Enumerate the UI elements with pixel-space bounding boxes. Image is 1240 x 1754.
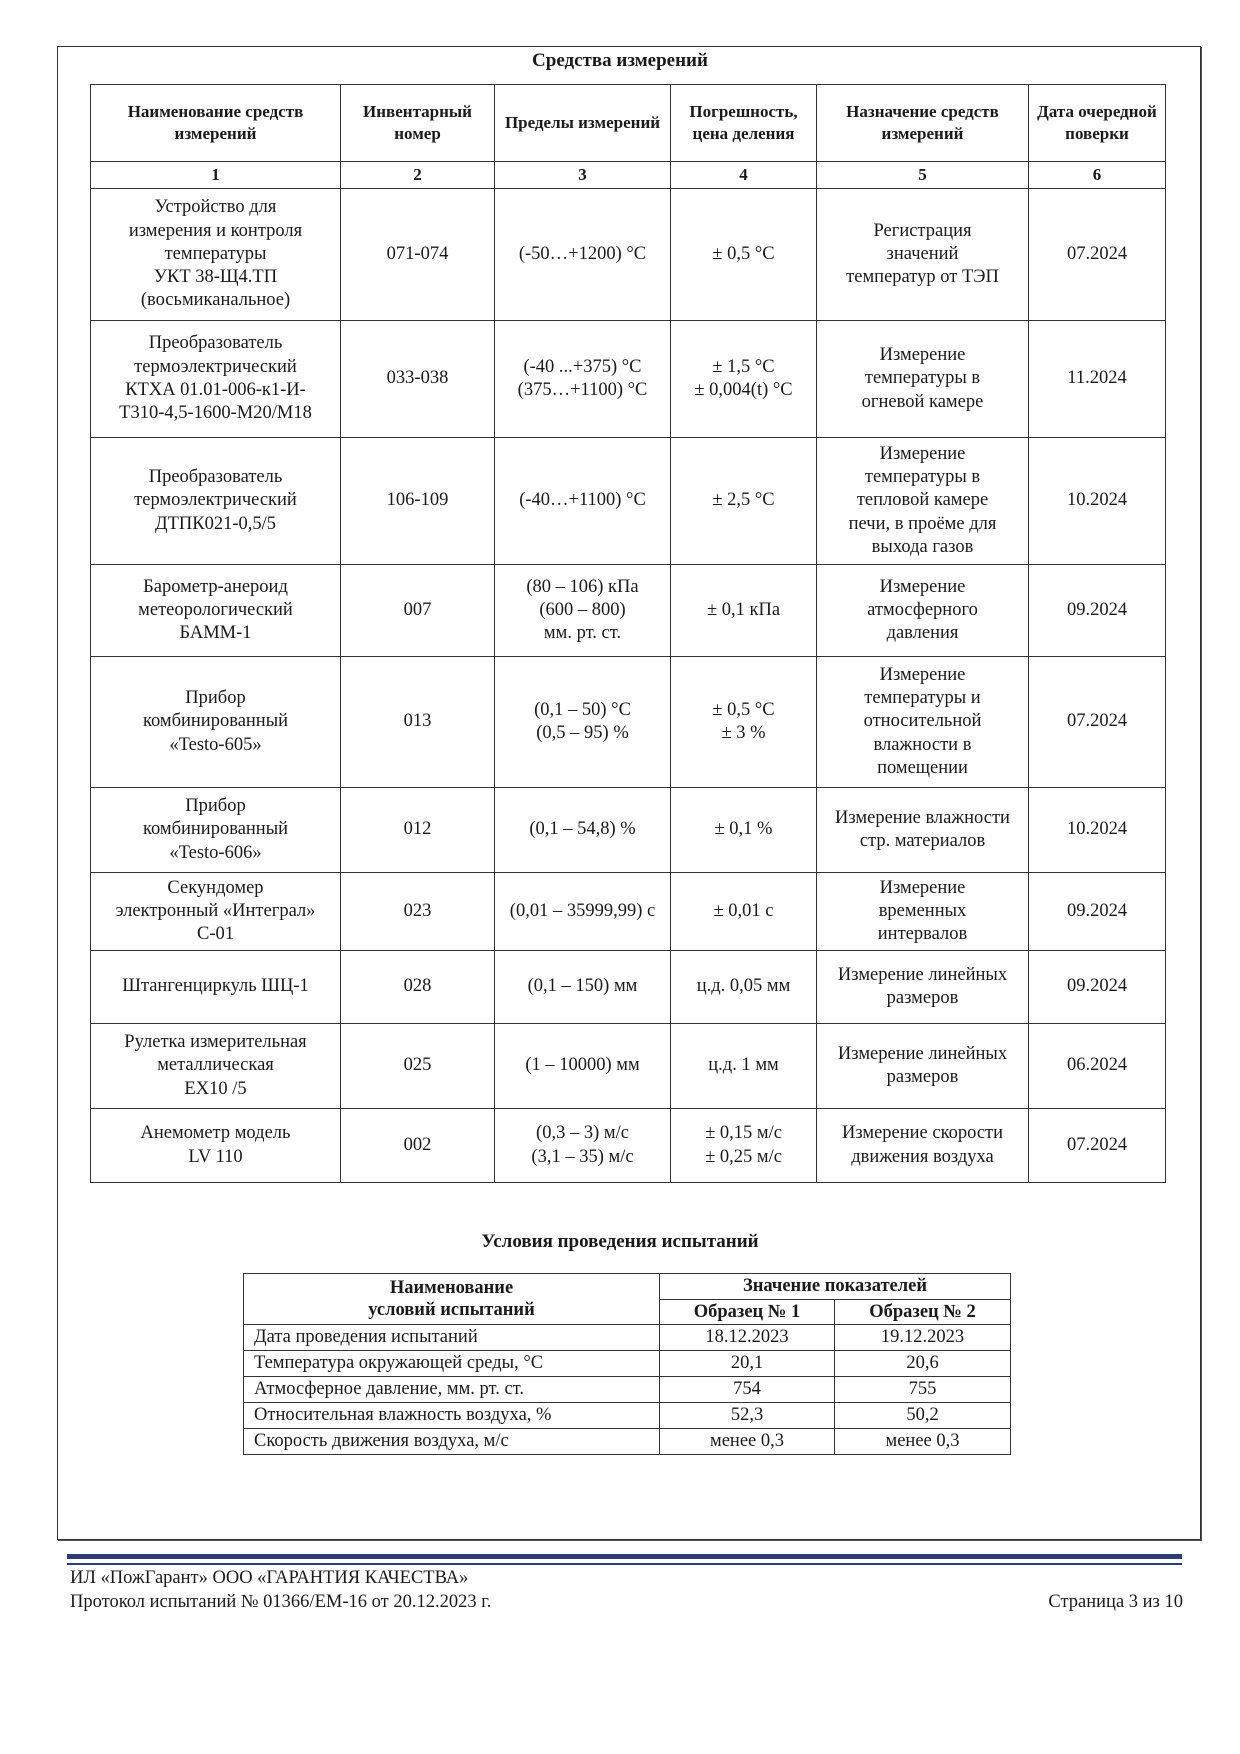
instrument-range-cell: (0,1 – 150) мм: [495, 951, 671, 1024]
instrument-date-cell: 09.2024: [1029, 951, 1166, 1024]
instrument-error-cell: ± 0,1 %: [671, 788, 817, 873]
instrument-inv-cell: 106-109: [341, 438, 495, 565]
instrument-error-cell: ± 0,1 кПа: [671, 565, 817, 657]
instrument-name-cell: Устройство для измерения и контроля температуры УКТ 38-Щ4.ТП (восьмиканальное): [91, 189, 341, 321]
instrument-error-cell: ± 0,15 м/с ± 0,25 м/с: [671, 1109, 817, 1183]
instrument-range-cell: (-50…+1200) °С: [495, 189, 671, 321]
instruments-header-row: [91, 85, 1166, 162]
footer-left: [70, 1566, 491, 1614]
condition-s1-cell: 20,1: [660, 1351, 835, 1377]
condition-name-cell: Относительная влажность воздуха, %: [244, 1403, 660, 1429]
condition-name-cell: Температура окружающей среды, °С: [244, 1351, 660, 1377]
instrument-range-cell: (0,1 – 54,8) %: [495, 788, 671, 873]
header-cell: Назначение средств измерений: [817, 85, 1029, 162]
instrument-inv-cell: 025: [341, 1024, 495, 1109]
instrument-inv-cell: 033-038: [341, 321, 495, 438]
instrument-row: [91, 321, 1166, 438]
footer-protocol: Протокол испытаний № 01366/ЕМ-16 от 20.12.2023 г.: [70, 1592, 492, 1612]
instrument-date-cell: 07.2024: [1029, 189, 1166, 321]
instruments-title: Средства измерений: [532, 50, 708, 71]
instrument-inv-cell: 071-074: [341, 189, 495, 321]
instrument-purpose-cell: Измерение линейных размеров: [817, 1024, 1029, 1109]
instrument-purpose-cell: Измерение линейных размеров: [817, 951, 1029, 1024]
instrument-purpose-cell: Измерение атмосферного давления: [817, 565, 1029, 657]
instrument-date-cell: 07.2024: [1029, 1109, 1166, 1183]
condition-s2-cell: менее 0,3: [835, 1429, 1011, 1455]
instrument-date-cell: 07.2024: [1029, 657, 1166, 788]
instrument-error-cell: ± 2,5 °С: [671, 438, 817, 565]
instrument-date-cell: 10.2024: [1029, 788, 1166, 873]
instrument-row: [91, 873, 1166, 951]
footer-org: ИЛ «ПожГарант» ООО «ГАРАНТИЯ КАЧЕСТВА»: [70, 1568, 469, 1588]
instrument-range-cell: (0,3 – 3) м/с (3,1 – 35) м/с: [495, 1109, 671, 1183]
condition-s2-cell: 20,6: [835, 1351, 1011, 1377]
instrument-range-cell: (-40…+1100) °С: [495, 438, 671, 565]
header-cell: Наименование средств измерений: [91, 85, 341, 162]
instrument-name-cell: Барометр-анероид метеорологический БАММ-1: [91, 565, 341, 657]
instrument-range-cell: (1 – 10000) мм: [495, 1024, 671, 1109]
instrument-row: [91, 189, 1166, 321]
header-cell: Инвентарный номер: [341, 85, 495, 162]
instrument-row: [91, 565, 1166, 657]
instrument-name-cell: Прибор комбинированный «Testo-606»: [91, 788, 341, 873]
instrument-name-cell: Преобразователь термоэлектрический ДТПК021-0,5/5: [91, 438, 341, 565]
instrument-name-cell: Преобразователь термоэлектрический КТХА 01.01-006-к1-И- Т310-4,5-1600-М20/М18: [91, 321, 341, 438]
instrument-inv-cell: 007: [341, 565, 495, 657]
header-cell: Пределы измерений: [495, 85, 671, 162]
condition-row: [244, 1325, 1011, 1351]
instrument-row: [91, 1109, 1166, 1183]
instrument-date-cell: 06.2024: [1029, 1024, 1166, 1109]
instrument-date-cell: 09.2024: [1029, 565, 1166, 657]
footer-rule-thick: [67, 1554, 1182, 1559]
instrument-purpose-cell: Измерение влажности стр. материалов: [817, 788, 1029, 873]
instrument-purpose-cell: Измерение скорости движения воздуха: [817, 1109, 1029, 1183]
instrument-range-cell: (-40 ...+375) °С (375…+1100) °С: [495, 321, 671, 438]
condition-s2-cell: 19.12.2023: [835, 1325, 1011, 1351]
condition-name-cell: Дата проведения испытаний: [244, 1325, 660, 1351]
instrument-error-cell: ± 0,5 °С ± 3 %: [671, 657, 817, 788]
instrument-error-cell: ± 0,5 °С: [671, 189, 817, 321]
instrument-row: [91, 438, 1166, 565]
instrument-name-cell: Секундомер электронный «Интеграл» С-01: [91, 873, 341, 951]
instrument-date-cell: 11.2024: [1029, 321, 1166, 438]
column-number: 3: [495, 162, 671, 189]
instrument-error-cell: ц.д. 0,05 мм: [671, 951, 817, 1024]
sample-1-header: Образец № 1: [660, 1300, 835, 1325]
instrument-row: [91, 788, 1166, 873]
instrument-name-cell: Прибор комбинированный «Testo-605»: [91, 657, 341, 788]
footer-page-number: Страница 3 из 10: [1048, 1592, 1183, 1612]
instrument-error-cell: ± 1,5 °С ± 0,004(t) °С: [671, 321, 817, 438]
condition-s1-cell: 754: [660, 1377, 835, 1403]
instrument-purpose-cell: Измерение температуры и относительной влажности в помещении: [817, 657, 1029, 788]
condition-row: [244, 1429, 1011, 1455]
header-cell: Дата очередной поверки: [1029, 85, 1166, 162]
footer-rule-thin: [67, 1563, 1182, 1565]
condition-row: [244, 1403, 1011, 1429]
instrument-date-cell: 10.2024: [1029, 438, 1166, 565]
instrument-inv-cell: 002: [341, 1109, 495, 1183]
condition-s2-cell: 50,2: [835, 1403, 1011, 1429]
condition-s1-cell: менее 0,3: [660, 1429, 835, 1455]
conditions-table: [243, 1273, 1011, 1455]
column-number: 1: [91, 162, 341, 189]
instrument-error-cell: ± 0,01 с: [671, 873, 817, 951]
instrument-name-cell: Рулетка измерительная металлическая EX10 /5: [91, 1024, 341, 1109]
instruments-table: [90, 84, 1166, 1183]
instrument-purpose-cell: Измерение температуры в огневой камере: [817, 321, 1029, 438]
column-number: 4: [671, 162, 817, 189]
instrument-range-cell: (0,1 – 50) °С (0,5 – 95) %: [495, 657, 671, 788]
conditions-title: Условия проведения испытаний: [481, 1231, 759, 1252]
instrument-inv-cell: 023: [341, 873, 495, 951]
condition-s1-cell: 18.12.2023: [660, 1325, 835, 1351]
instrument-name-cell: Анемометр модель LV 110: [91, 1109, 341, 1183]
instrument-range-cell: (80 – 106) кПа (600 – 800) мм. рт. ст.: [495, 565, 671, 657]
sample-2-header: Образец № 2: [835, 1300, 1011, 1325]
instrument-purpose-cell: Измерение температуры в тепловой камере печи, в проёме для выхода газов: [817, 438, 1029, 565]
instrument-inv-cell: 012: [341, 788, 495, 873]
instrument-row: [91, 951, 1166, 1024]
header-cell: Погрешность, цена деления: [671, 85, 817, 162]
instrument-purpose-cell: Регистрация значений температур от ТЭП: [817, 189, 1029, 321]
instrument-purpose-cell: Измерение временных интервалов: [817, 873, 1029, 951]
condition-name-cell: Атмосферное давление, мм. рт. ст.: [244, 1377, 660, 1403]
condition-s1-cell: 52,3: [660, 1403, 835, 1429]
conditions-header-name: Наименование условий испытаний: [244, 1274, 660, 1325]
instrument-inv-cell: 013: [341, 657, 495, 788]
instrument-row: [91, 657, 1166, 788]
instrument-date-cell: 09.2024: [1029, 873, 1166, 951]
condition-row: [244, 1377, 1011, 1403]
instrument-name-cell: Штангенциркуль ШЦ-1: [91, 951, 341, 1024]
column-number-row: [91, 162, 1166, 189]
condition-s2-cell: 755: [835, 1377, 1011, 1403]
instrument-row: [91, 1024, 1166, 1109]
column-number: 6: [1029, 162, 1166, 189]
column-number: 5: [817, 162, 1029, 189]
condition-row: [244, 1351, 1011, 1377]
instrument-error-cell: ц.д. 1 мм: [671, 1024, 817, 1109]
conditions-header-values: Значение показателей: [660, 1274, 1011, 1300]
instrument-inv-cell: 028: [341, 951, 495, 1024]
condition-name-cell: Скорость движения воздуха, м/с: [244, 1429, 660, 1455]
conditions-header-row: [244, 1274, 1011, 1300]
instrument-range-cell: (0,01 – 35999,99) с: [495, 873, 671, 951]
column-number: 2: [341, 162, 495, 189]
